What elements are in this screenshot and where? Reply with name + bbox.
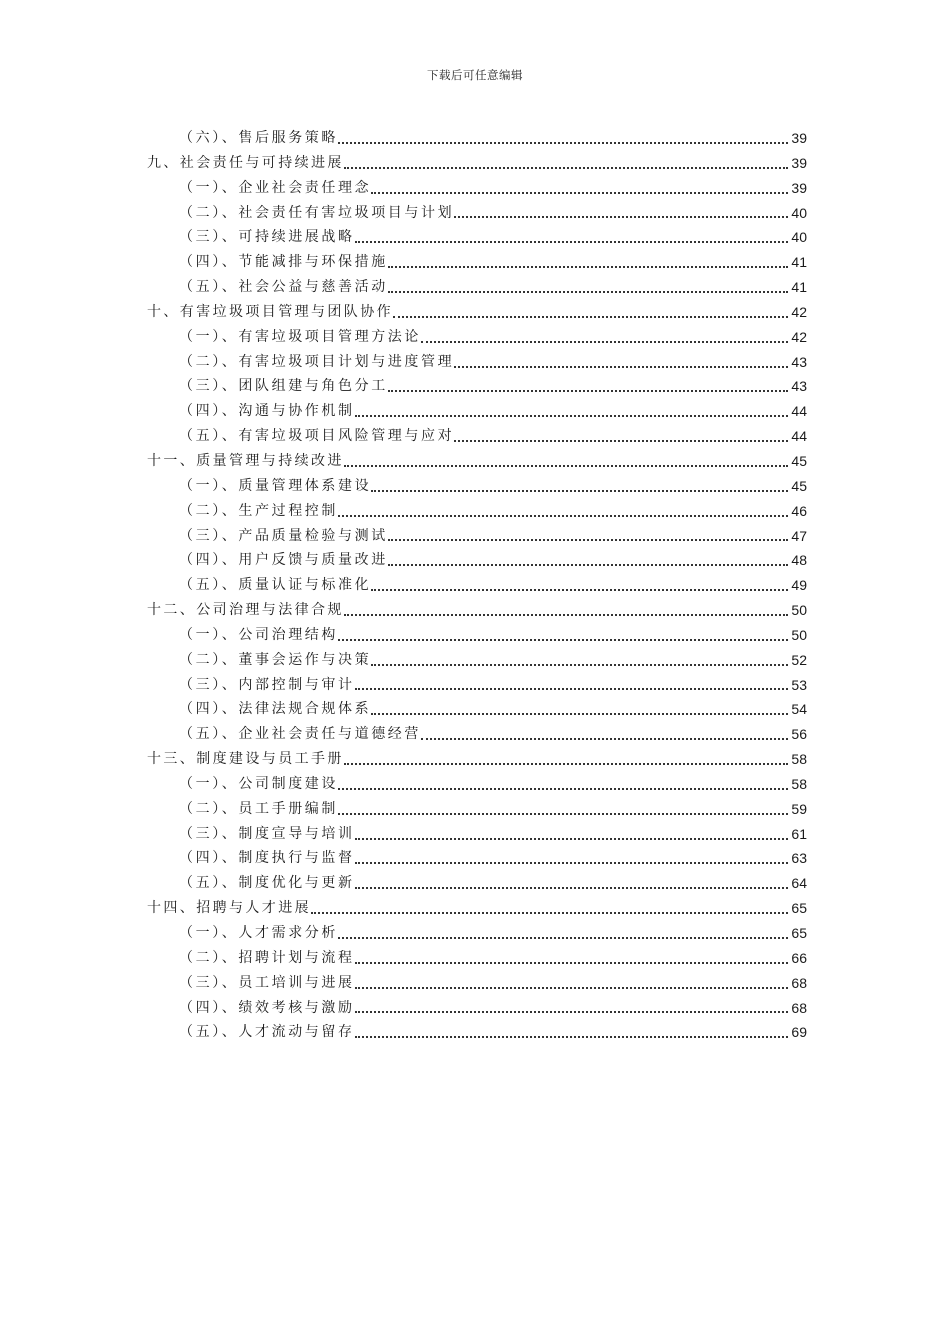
toc-page-number: 43 [791,353,807,370]
toc-entry-label: 十一、质量管理与持续改进 [147,452,344,469]
toc-section-entry[interactable] [147,524,807,549]
toc-entry-label: （二）、董事会运作与决策 [179,651,372,668]
toc-chapter-entry[interactable] [147,300,807,325]
toc-entry-label: （四）、用户反馈与质量改进 [179,552,388,569]
toc-dot-leader [454,439,788,442]
toc-page-number: 42 [791,328,807,345]
toc-section-entry[interactable] [147,325,807,350]
toc-entry-label: （三）、可持续进展战略 [179,229,355,246]
toc-dot-leader [421,737,788,740]
toc-page-number: 40 [791,204,807,221]
toc-entry-label: （四）、制度执行与监督 [179,850,355,867]
toc-section-entry[interactable] [147,573,807,598]
toc-page-number: 48 [791,552,807,569]
toc-page-number: 58 [791,751,807,768]
toc-page-number: 66 [791,949,807,966]
toc-section-entry[interactable] [147,697,807,722]
toc-dot-leader [388,290,788,293]
toc-dot-leader [355,240,788,243]
toc-section-entry[interactable] [147,921,807,946]
toc-section-entry[interactable] [147,250,807,275]
toc-entry-label: （一）、企业社会责任理念 [179,179,372,196]
toc-entry-label: 十三、制度建设与员工手册 [147,751,344,768]
toc-section-entry[interactable] [147,971,807,996]
toc-page-number: 65 [791,900,807,917]
toc-dot-leader [421,340,788,343]
toc-section-entry[interactable] [147,623,807,648]
toc-page-number: 46 [791,502,807,519]
toc-entry-label: （四）、沟通与协作机制 [179,403,355,420]
toc-entry-label: （三）、产品质量检验与测试 [179,527,388,544]
toc-section-entry[interactable] [147,424,807,449]
toc-page-number: 44 [791,403,807,420]
toc-dot-leader [355,1035,788,1038]
toc-section-entry[interactable] [147,946,807,971]
toc-dot-leader [355,986,788,989]
toc-entry-label: （五）、有害垃圾项目风险管理与应对 [179,428,455,445]
toc-page-number: 65 [791,925,807,941]
toc-entry-label: （二）、生产过程控制 [179,502,338,519]
toc-dot-leader [355,961,788,964]
toc-dot-leader [344,613,788,616]
toc-section-entry[interactable] [147,399,807,424]
toc-page-number: 53 [791,676,807,693]
toc-dot-leader [344,464,788,467]
toc-entry-label: （五）、企业社会责任与道德经营 [179,726,421,743]
toc-section-entry[interactable] [147,126,807,151]
toc-page-number: 50 [791,602,807,619]
toc-section-entry[interactable] [147,176,807,201]
toc-entry-label: 十四、招聘与人才进展 [147,900,311,917]
toc-section-entry[interactable] [147,350,807,375]
toc-dot-leader [355,414,788,417]
toc-dot-leader [355,886,788,889]
toc-dot-leader [355,861,788,864]
toc-entry-label: 九、社会责任与可持续进展 [147,154,344,171]
toc-entry-label: （五）、制度优化与更新 [179,875,355,892]
toc-section-entry[interactable] [147,548,807,573]
toc-entry-label: 十、有害垃圾项目管理与团队协作 [147,303,393,320]
toc-page-number: 42 [791,303,807,320]
toc-page-number: 59 [791,800,807,817]
toc-section-entry[interactable] [147,648,807,673]
toc-entry-label: （五）、质量认证与标准化 [179,577,372,594]
toc-page-number: 43 [791,378,807,395]
toc-entry-label: （四）、节能减排与环保措施 [179,254,388,271]
toc-page-number: 68 [791,999,807,1016]
toc-chapter-entry[interactable] [147,449,807,474]
toc-entry-label: （二）、有害垃圾项目计划与进度管理 [179,353,455,370]
toc-page-number: 45 [791,477,807,494]
toc-dot-leader [338,141,788,144]
toc-entry-label: （三）、制度宣导与培训 [179,825,355,842]
toc-page-number: 61 [791,825,807,842]
toc-chapter-entry[interactable] [147,896,807,921]
toc-section-entry[interactable] [147,474,807,499]
toc-section-entry[interactable] [147,772,807,797]
toc-section-entry[interactable] [147,499,807,524]
page-header-note: 下载后可任意编辑 [427,68,523,82]
toc-dot-leader [338,787,788,790]
toc-section-entry[interactable] [147,673,807,698]
toc-page-number: 54 [791,701,807,718]
toc-page-number: 68 [791,974,807,991]
toc-dot-leader [344,166,788,169]
toc-chapter-entry[interactable] [147,747,807,772]
toc-page-number: 50 [791,626,807,643]
toc-section-entry[interactable] [147,822,807,847]
toc-chapter-entry[interactable] [147,151,807,176]
toc-entry-label: （二）、社会责任有害垃圾项目与计划 [179,204,455,221]
toc-dot-leader [344,762,788,765]
toc-entry-label: （一）、质量管理体系建设 [179,477,372,494]
toc-section-entry[interactable] [147,201,807,226]
toc-dot-leader [355,837,788,840]
toc-page-number: 69 [791,1024,807,1041]
toc-entry-label: （三）、团队组建与角色分工 [179,378,388,395]
toc-section-entry[interactable] [147,225,807,250]
toc-page-number: 63 [791,850,807,867]
toc-dot-leader [355,687,788,690]
toc-page-number: 44 [791,428,807,445]
toc-entry-label: （一）、公司制度建设 [179,775,338,792]
toc-page-number: 41 [791,254,807,271]
toc-entry-label: （三）、员工培训与进展 [179,974,355,991]
toc-entry-label: （四）、绩效考核与激励 [179,999,355,1016]
toc-entry-label: （五）、人才流动与留存 [179,1024,355,1041]
toc-chapter-entry[interactable] [147,598,807,623]
toc-section-entry[interactable] [147,797,807,822]
toc-entry-label: （六）、售后服务策略 [179,130,338,146]
toc-entry-label: （一）、公司治理结构 [179,626,338,643]
toc-page-number: 41 [791,279,807,296]
toc-dot-leader [338,514,788,517]
toc-section-entry[interactable] [147,871,807,896]
toc-page-number: 45 [791,452,807,469]
toc-section-entry[interactable] [147,846,807,871]
toc-entry-label: （二）、招聘计划与流程 [179,949,355,966]
toc-page-number: 56 [791,726,807,743]
toc-entry-label: （五）、社会公益与慈善活动 [179,279,388,296]
toc-entry-label: 十二、公司治理与法律合规 [147,602,344,619]
toc-page-number: 39 [791,154,807,171]
toc-page-number: 64 [791,875,807,892]
toc-entry-label: （一）、有害垃圾项目管理方法论 [179,328,421,345]
toc-page-number: 58 [791,775,807,792]
toc-dot-leader [371,712,788,715]
toc-dot-leader [393,315,788,318]
toc-dot-leader [388,563,788,566]
toc-section-entry[interactable] [147,722,807,747]
toc-section-entry[interactable] [147,996,807,1021]
toc-dot-leader [371,191,788,194]
toc-entry-label: （三）、内部控制与审计 [179,676,355,693]
toc-section-entry[interactable] [147,1020,807,1045]
toc-page-number: 47 [791,527,807,544]
toc-page-number: 49 [791,577,807,594]
table-of-contents [147,126,807,1045]
toc-section-entry[interactable] [147,374,807,399]
toc-section-entry[interactable] [147,275,807,300]
toc-dot-leader [454,215,788,218]
toc-page-number: 40 [791,229,807,246]
toc-entry-label: （一）、人才需求分析 [179,925,338,941]
toc-dot-leader [388,265,788,268]
toc-dot-leader [371,663,788,666]
toc-dot-leader [388,389,788,392]
toc-entry-label: （四）、法律法规合规体系 [179,701,372,718]
toc-page-number: 52 [791,651,807,668]
toc-dot-leader [338,936,788,939]
toc-dot-leader [371,588,788,591]
toc-dot-leader [371,489,788,492]
toc-page-number: 39 [791,130,807,146]
toc-dot-leader [388,538,788,541]
toc-dot-leader [338,812,788,815]
toc-page-number: 39 [791,179,807,196]
toc-dot-leader [338,638,788,641]
toc-dot-leader [355,1010,788,1013]
toc-dot-leader [311,911,788,914]
toc-dot-leader [454,365,788,368]
toc-entry-label: （二）、员工手册编制 [179,800,338,817]
